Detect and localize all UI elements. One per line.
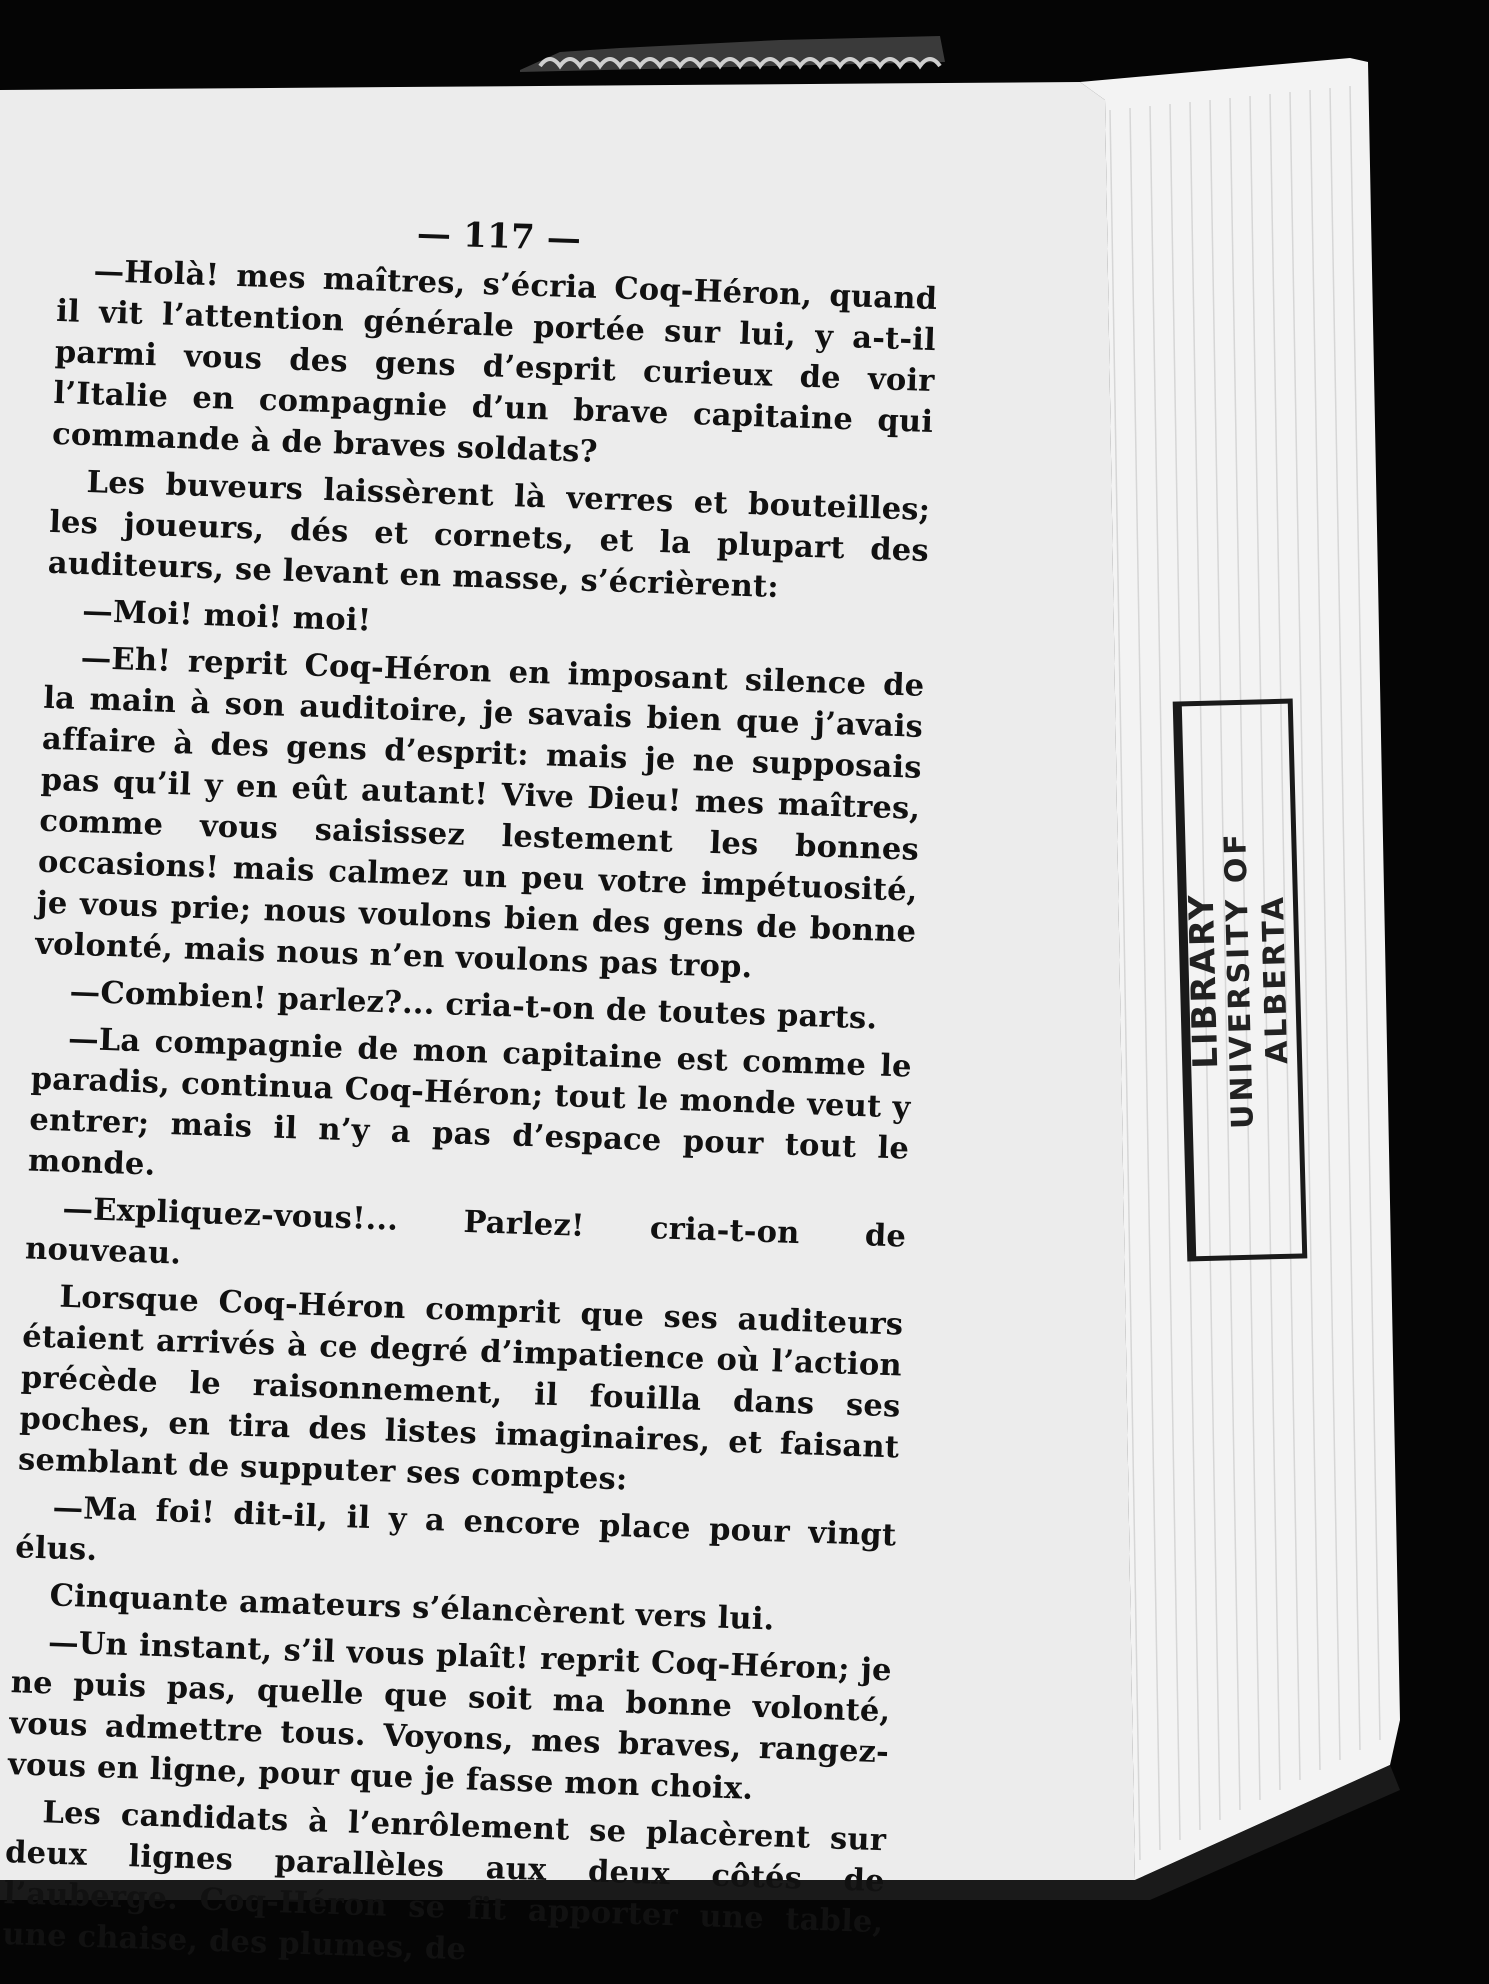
paragraph: Les candidats à l’enrôlement se placèrent sur deux lignes parallèles aux deux côtés de l’auberge. Coq-Héron se fit apporter une table, une chaise, des plumes, de <box>1 1794 887 1968</box>
stamp-line-university: UNIVERSITY OF ALBERTA <box>1218 830 1296 1130</box>
page-text-block <box>2 200 940 1984</box>
paragraph: —Eh! reprit Coq-Héron en imposant silence de la main à son auditoire, je savais bien que j’avais affaire à des gens d’esprit: mais je ne supposais pas qu’il y en eût autant! Vive Dieu! mes maîtres, comme vous saisissez lestement les bonnes occasions! mais calmez un peu votre impétuosité, je vous prie; nous voulons bien des gens de bonne volonté, mais nous n’en voulons pas trop. <box>34 639 925 986</box>
paragraph: —Un instant, s’il vous plaît! reprit Coq-Héron; je ne puis pas, quelle que soit ma bonne volonté, vous admettre tous. Voyons, mes braves, rangez-vous en ligne, pour que je fasse mon choix. <box>7 1624 893 1807</box>
stamp-line-library: LIBRARY <box>1181 892 1227 1070</box>
page-number: — 117 — <box>416 213 582 260</box>
paragraph: —La compagnie de mon capitaine est comme le paradis, continua Coq-Héron; tout le monde veut y entrer; mais il n’y a pas d’espace pour tout le monde. <box>27 1020 913 1183</box>
paragraph: —Holà! mes maîtres, s’écria Coq-Héron, quand il vit l’attention générale portée sur lui, y a-t-il parmi vous des gens d’esprit curieux de voir l’Italie en compagnie d’un brave capitaine qui commande à de braves soldats? <box>51 253 938 470</box>
paragraph: —Expliquez-vous!... Parlez! cria-t-on de nouveau. <box>24 1190 907 1272</box>
paragraph: —Combien! parlez?... cria-t-on de toutes parts. <box>69 973 878 1037</box>
paragraph: Cinquante amateurs s’élancèrent vers lui. <box>49 1577 776 1638</box>
paragraph: Lorsque Coq-Héron comprit que ses auditeurs étaient arrivés à ce degré d’impatience où l’action précède le raisonnement, il fouilla dans ses poches, en tira des listes imaginaires, et faisant semblant de supputer ses comptes: <box>17 1278 904 1498</box>
paragraph: Les buveurs laissèrent là verres et bouteilles; les joueurs, dés et cornets, et la plupart des auditeurs, se levant en masse, s’écrièrent: <box>47 464 931 606</box>
stamp-text <box>1180 749 1300 1212</box>
paragraph: —Ma foi! dit-il, il y a encore place pour vingt élus. <box>14 1489 897 1568</box>
paragraph: —Moi! moi! moi! <box>81 592 372 639</box>
library-stamp <box>1173 699 1308 1262</box>
